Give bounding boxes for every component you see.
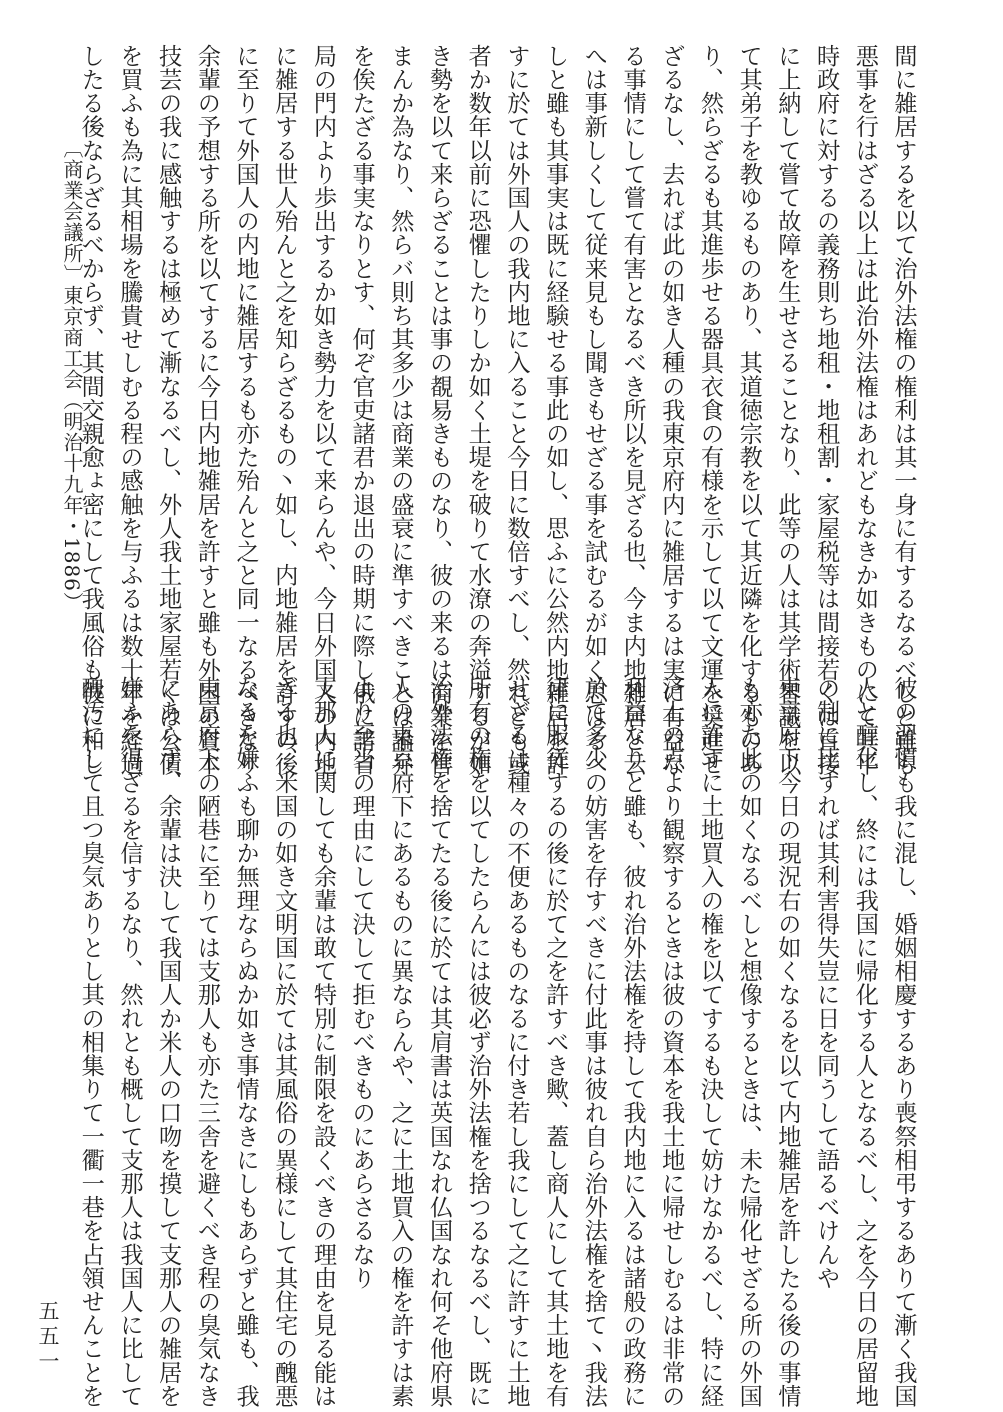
text-column: 彼の習慣も我に混し、婚姻相慶するあり喪祭相弔するありて漸く我国 — [890, 676, 917, 1408]
text-column: すに於ては外国人の我内地に入ること今日に数倍すべし、然れども或 — [502, 44, 530, 776]
text-column: を俟たざる事実なりとす、何ぞ官吏諸君か退出の時期に際し俄に諸省 — [348, 44, 376, 776]
source-organization: 〔商業会議所〕 — [60, 138, 84, 285]
text-column: 間に雑居するを以て治外法権の権利は其一身に有するなるべしと雖も — [890, 44, 917, 776]
text-column: り、然らざるも其進歩せる器具衣食の有様を示して以て文運を奨進せ — [696, 44, 724, 776]
text-column: 於て多少の妨害を存すべきに付此事は彼れ自ら治外法権を捨て丶我法 — [580, 676, 608, 1408]
text-column: を買ふも為に其相場を騰貴せしむる程の感触を与ふるは数十年を経過 — [115, 44, 143, 776]
text-column: に雑居する世人殆んと之を知らざるもの丶如し、内地雑居を許すの後 — [270, 44, 298, 776]
text-column: せざるは種々の不便あるものなるに付き若し我にして之に許すに土地 — [502, 676, 530, 1408]
text-column: も亦た此の如くなるべしと想像するときは、未た帰化せざる所の外国 — [735, 676, 763, 1408]
text-column: 醜汚にして且つ臭気ありとし其の相集りて一衢一巷を占領せんことを — [77, 676, 105, 1408]
text-column: 利益なりと雖も、彼れ治外法権を持して我内地に入るは諸般の政務に — [619, 676, 647, 1408]
text-column: 人に許すに土地買入の権を以てするも決して妨けなかるべし、特に経 — [696, 676, 724, 1408]
text-column: 人の東京府下にあるものに異ならんや、之に土地買入の権を許すは素 — [386, 676, 414, 1408]
text-column: 余輩の予想する所を以てするに今日内地雑居を許すと雖も外国の資本 — [193, 44, 221, 776]
source-name: 東京商工会 — [60, 285, 84, 390]
text-column: て其弟子を教ゆるものあり、其道徳宗教を以て其近隣を化するものあ — [735, 44, 763, 776]
text-column: る事情にして嘗て有害となるべき所以を見ざる也、今ま内地雑居と云 — [619, 44, 647, 776]
text-column: へは事新しくして従来見もし聞きもせざる事を試むるが如く思はるへ — [580, 44, 608, 776]
text-column: 技芸の我に感触するは極めて漸なるべし、外人我土地家屋若くは公債 — [154, 44, 182, 776]
text-column: まんか為なり、然らバ則ち其多少は商業の盛衰に準すべきことは論弁 — [386, 44, 414, 776]
text-column: 悪事を行はざる以上は此治外法権はあれどもなきか如きものにて其平 — [851, 44, 879, 776]
body-text-lower — [77, 676, 922, 1408]
source-citation — [58, 138, 87, 613]
text-column: 局の門内より歩出するか如き勢力を以て来らんや、今日外国人の内地 — [309, 44, 337, 776]
text-column: したる後ならざるべからず、其間交親愈ょ密にして我風俗も彼に和し — [77, 44, 105, 776]
text-column: より至当の理由にして決して拒むべきものにあらさるなり — [348, 676, 376, 1290]
text-column: き勢を以て来らざることは事の覩易きものなり、彼の来るは商業を営 — [425, 44, 453, 776]
text-column: ざる也、米国の如き文明国に於ては其風俗の異様にして其住宅の醜悪 — [270, 676, 298, 1408]
text-column: 嫌ふを得ざるを信するなり、然れとも概して支那人は我国人に比して — [115, 676, 143, 1408]
text-column: 律に服従するの後に於て之を許すべき歟、蓋し商人にして其土地を有 — [541, 676, 569, 1408]
text-column: に至りて外国人の内地に雑居するも亦た殆んと之と同一なるべきなり — [232, 44, 260, 776]
text-column: の制に比すれば其利害得失豈に日を同うして語るべけんや — [812, 676, 840, 1290]
text-column: 治外法権を捨てたる後に於ては其肩書は英国なれ仏国なれ何そ他府県 — [425, 676, 453, 1408]
text-column: なるを嫌ふも聊か無理ならぬか如き事情なきにしもあらずと雖も、我 — [232, 676, 260, 1408]
text-column: 人と醇化し、終には我国に帰化する人となるべし、之を今日の居留地 — [851, 676, 879, 1408]
text-column: 時政府に対するの義務則ち地租・地租割・家屋税等は間接若くは直接 — [812, 44, 840, 776]
text-column: に上納して嘗て故障を生せさることなり、此等の人は其学術智識を以 — [773, 44, 801, 776]
page-number: 五五一 — [36, 1300, 60, 1375]
text-column: 済上の点より観察するときは彼の資本を我土地に帰せしむるは非常の — [657, 676, 685, 1408]
text-column: ざるなし、去れば此の如き人種の我東京府内に雑居するは実に有益な — [657, 44, 685, 776]
text-column: にあらず、余輩は決して我国人か米人の口吻を摸して支那人の雑居を — [154, 676, 182, 1408]
text-column: 所有の権を以てしたらんには彼必ず治外法権を捨つるなるべし、既に — [464, 676, 492, 1408]
text-column: 東京府下の陋巷に至りては支那人も亦た三舎を避くべき程の臭気なき — [193, 676, 221, 1408]
text-column: 東京府下今日の現況右の如くなるを以て内地雑居を許したる後の事情 — [773, 676, 801, 1408]
text-column: 者か数年以前に恐懼したりしか如く土堤を破りて水潦の奔溢するが如 — [464, 44, 492, 776]
text-column: 支那人に関しても余輩は敢て特別に制限を設くべきの理由を見る能は — [309, 676, 337, 1408]
source-date: （明治十九年・1886） — [60, 390, 84, 613]
body-text-upper — [77, 44, 922, 776]
text-column: しと雖も其事実は既に経験せる事此の如し、思ふに公然内地雑居を許 — [541, 44, 569, 776]
